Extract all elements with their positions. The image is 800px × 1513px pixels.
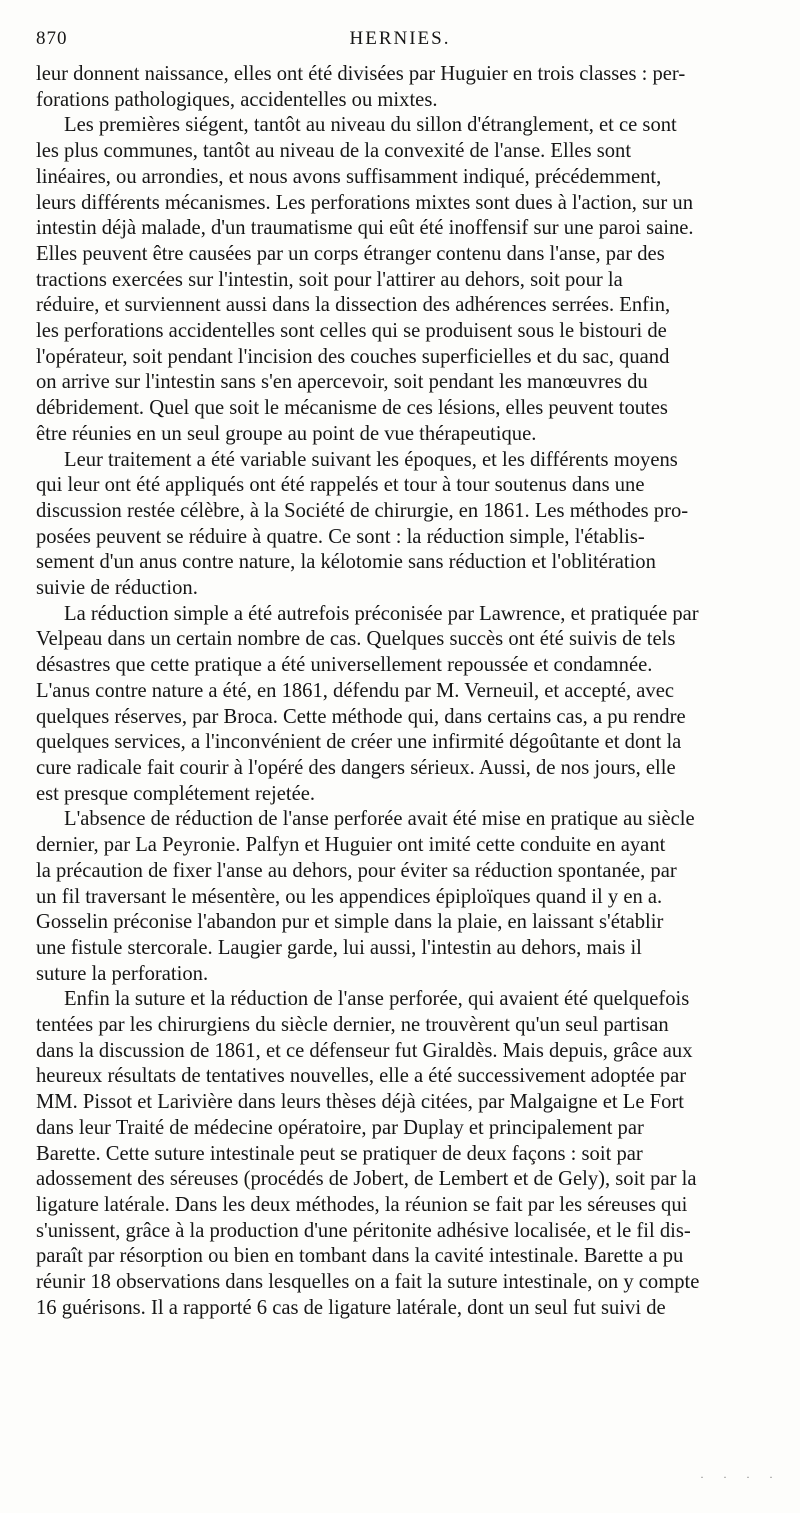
paragraph-4: La réduction simple a été autrefois préconisée par Lawrence, et pratiquée par Velpeau dans un certain nombre de cas. Quelques succès ont été suivis de tels désastres que cette pratique a été universellement repoussée et condamnée. L'anus contre nature a été, en 1861, défendu par M. Verneuil, et accepté, avec quelques réserves, par Broca. Cette méthode qui, dans certains cas, a pu rendre quelques services, a l'inconvénient de créer une infirmité dégoûtante et dont la cure radicale fait courir à l'opéré des dangers sérieux. Aussi, de nos jours, elle est presque complétement rejetée. [36, 602, 699, 805]
page-number: 870 [36, 28, 68, 49]
running-title: HERNIES. [349, 28, 451, 49]
scan-specks: · · · · [700, 1470, 781, 1484]
paragraph-2: Les premières siégent, tantôt au niveau du sillon d'étranglement, et ce sont les plus communes, tantôt au niveau de la convexité de l'anse. Elles sont linéaires, ou arrondies, et nous avons suffisamment indiqué, précédemment, leurs différents mécanismes. Les perforations mixtes sont dues à l'action, sur un intestin déjà malade, d'un traumatisme qui eût été inoffensif sur une paroi saine. Elles peuvent être causées par un corps étranger contenu dans l'anse, par des tractions exercées sur l'intestin, soit pour l'attirer au dehors, soit pour la réduire, et surviennent aussi dans la dissection des adhérences serrées. Enfin, les perforations accidentelles sont celles qui se produisent sous le bistouri de l'opérateur, soit pendant l'incision des couches superficielles et du sac, quand on arrive sur l'intestin sans s'en apercevoir, soit pendant les manœuvres du débridement. Quel que soit le mécanisme de ces lésions, elles peuvent toutes être réunies en un seul groupe au point de vue thérapeutique. [36, 114, 694, 445]
paragraph-1: leur donnent naissance, elles ont été divisées par Huguier en trois classes : per- forations pathologiques, accidentelles ou mixtes. [36, 63, 686, 111]
paragraph-3: Leur traitement a été variable suivant les époques, et les différents moyens qui leur ont été appliqués ont été rappelés et tour à tour soutenus dans une discussion restée célèbre, à la Société de chirurgie, en 1861. Les méthodes pro- posées peuvent se réduire à quatre. Ce sont : la réduction simple, l'établis- sement d'un anus contre nature, la kélotomie sans réduction et l'oblitération suivie de réduction. [36, 448, 689, 600]
paragraph-6: Enfin la suture et la réduction de l'anse perforée, qui avaient été quelquefois tentées par les chirurgiens du siècle dernier, ne trouvèrent qu'un seul partisan dans la discussion de 1861, et ce défenseur fut Giraldès. Mais depuis, grâce aux heureux résultats de tentatives nouvelles, elle a été successivement adoptée par MM. Pissot et Larivière dans leurs thèses déjà citées, par Malgaigne et Le Fort dans leur Traité de médecine opératoire, par Duplay et principalement par Barette. Cette suture intestinale peut se pratiquer de deux façons : soit par adossement des séreuses (procédés de Jobert, de Lembert et de Gely), soit par la ligature latérale. Dans les deux méthodes, la réunion se fait par les séreuses qui s'unissent, grâce à la production d'une péritonite adhésive localisée, et le fil dis- paraît par résorption ou bien en tombant dans la cavité intestinale. Barette a pu réunir 18 observations dans lesquelles on a fait la suture intestinale, on y compte 16 guérisons. Il a rapporté 6 cas de ligature latérale, dont un seul fut suivi de [36, 988, 700, 1319]
paragraph-5: L'absence de réduction de l'anse perforée avait été mise en pratique au siècle dernier, par La Peyronie. Palfyn et Huguier ont imité cette conduite en ayant la précaution de fixer l'anse au dehors, pour éviter sa réduction spontanée, par un fil traversant le mésentère, ou les appendices épiploïques quand il y en a. Gosselin préconise l'abandon pur et simple dans la plaie, en laissant s'établir une fistule stercorale. Laugier garde, lui aussi, l'intestin au dehors, mais il suture la perforation. [36, 808, 695, 985]
page-header [36, 28, 764, 54]
body-text [36, 62, 764, 1321]
